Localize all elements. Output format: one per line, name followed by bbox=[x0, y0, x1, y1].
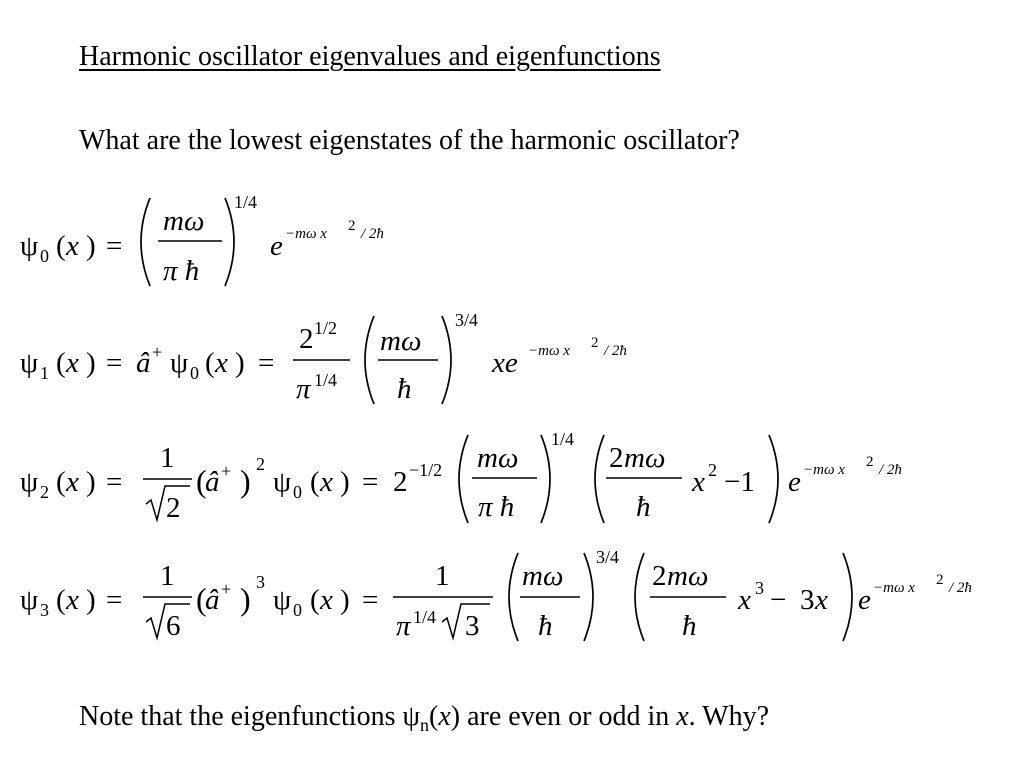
svg-text:mω: mω bbox=[522, 560, 564, 592]
svg-text:2: 2 bbox=[299, 323, 314, 355]
svg-text:(: ( bbox=[56, 347, 66, 379]
slide-title: Harmonic oscillator eigenvalues and eigenfunctions bbox=[79, 41, 661, 72]
svg-text:=: = bbox=[362, 466, 379, 498]
svg-text:1: 1 bbox=[160, 442, 175, 474]
svg-text:): ) bbox=[86, 230, 96, 262]
svg-text:): ) bbox=[86, 347, 96, 379]
svg-text:mω: mω bbox=[477, 442, 519, 474]
svg-text:1/4: 1/4 bbox=[314, 370, 338, 390]
equation-psi3 bbox=[20, 547, 972, 642]
svg-text:−mω x: −mω x bbox=[873, 580, 915, 596]
equation-psi0 bbox=[20, 192, 384, 287]
svg-text:x: x bbox=[66, 347, 79, 379]
svg-text:=: = bbox=[106, 466, 123, 498]
svg-text:x: x bbox=[66, 230, 79, 262]
svg-text:): ) bbox=[340, 584, 350, 616]
svg-text:e: e bbox=[788, 466, 801, 498]
svg-text:3: 3 bbox=[800, 584, 815, 616]
note-text bbox=[79, 700, 769, 734]
svg-text:ħ: ħ bbox=[397, 373, 412, 405]
svg-text:1/4: 1/4 bbox=[413, 607, 437, 627]
svg-text:=: = bbox=[106, 347, 123, 379]
svg-text:3: 3 bbox=[256, 572, 265, 592]
note-var: x bbox=[676, 701, 689, 732]
note-suffix: . Why? bbox=[688, 701, 770, 732]
svg-text:x: x bbox=[66, 584, 79, 616]
svg-text:2: 2 bbox=[256, 454, 265, 474]
svg-text:3: 3 bbox=[40, 600, 49, 620]
svg-text:ψ: ψ bbox=[20, 584, 39, 616]
svg-text:xe: xe bbox=[492, 347, 518, 379]
svg-text:−1: −1 bbox=[724, 466, 755, 498]
svg-text:2: 2 bbox=[708, 460, 717, 480]
svg-text:(: ( bbox=[196, 581, 207, 617]
svg-text:(: ( bbox=[205, 347, 215, 379]
svg-text:ħ: ħ bbox=[636, 491, 651, 523]
svg-text:x: x bbox=[215, 347, 228, 379]
svg-text:=: = bbox=[106, 584, 123, 616]
svg-text:mω: mω bbox=[624, 442, 666, 474]
svg-text:x: x bbox=[815, 584, 828, 616]
svg-text:mω: mω bbox=[163, 205, 205, 237]
svg-text:/ 2ħ: / 2ħ bbox=[604, 343, 627, 359]
svg-text:−mω x: −mω x bbox=[285, 226, 327, 242]
svg-text:2: 2 bbox=[348, 218, 356, 234]
svg-text:2: 2 bbox=[40, 482, 49, 502]
svg-text:+: + bbox=[221, 461, 232, 481]
svg-text:/ 2ħ: / 2ħ bbox=[879, 462, 902, 478]
note-arg-var: x bbox=[438, 701, 451, 732]
svg-text:mω: mω bbox=[380, 325, 422, 357]
svg-text:ħ: ħ bbox=[538, 610, 553, 642]
svg-text:2: 2 bbox=[393, 466, 408, 498]
svg-text:−: − bbox=[770, 584, 787, 616]
note-psi: ψ bbox=[402, 701, 420, 732]
svg-text:2: 2 bbox=[166, 492, 181, 524]
svg-text:2: 2 bbox=[591, 335, 599, 351]
svg-text:): ) bbox=[340, 466, 350, 498]
svg-text:mω: mω bbox=[667, 560, 709, 592]
svg-text:2: 2 bbox=[652, 560, 667, 592]
svg-text:(: ( bbox=[56, 466, 66, 498]
svg-text:0: 0 bbox=[40, 246, 49, 266]
svg-text:ħ: ħ bbox=[682, 610, 697, 642]
note-psi-subscript: n bbox=[420, 715, 429, 735]
svg-text:−mω x: −mω x bbox=[528, 343, 570, 359]
equation-psi1 bbox=[20, 310, 627, 405]
svg-text:x: x bbox=[692, 466, 705, 498]
svg-text:(: ( bbox=[310, 466, 320, 498]
equation-psi2 bbox=[20, 429, 902, 524]
note-prefix: Note that the eigenfunctions bbox=[79, 701, 403, 732]
svg-text:1/2: 1/2 bbox=[314, 318, 338, 338]
svg-text:(: ( bbox=[196, 463, 207, 499]
svg-text:): ) bbox=[240, 463, 251, 499]
svg-text:x: x bbox=[320, 584, 333, 616]
svg-text:ψ: ψ bbox=[273, 584, 292, 616]
svg-text:x: x bbox=[66, 466, 79, 498]
svg-text:3: 3 bbox=[755, 578, 764, 598]
svg-text:x: x bbox=[738, 584, 751, 616]
svg-text:π ħ: π ħ bbox=[478, 491, 515, 523]
svg-text:/ 2ħ: / 2ħ bbox=[361, 226, 384, 242]
svg-text:=: = bbox=[106, 230, 123, 262]
svg-text:0: 0 bbox=[293, 482, 302, 502]
svg-text:+: + bbox=[152, 342, 163, 362]
note-middle: are even or odd in bbox=[460, 701, 677, 732]
svg-text:ψ: ψ bbox=[170, 347, 189, 379]
svg-text:(: ( bbox=[56, 230, 66, 262]
svg-text:=: = bbox=[362, 584, 379, 616]
svg-text:): ) bbox=[235, 347, 245, 379]
svg-text:−1/2: −1/2 bbox=[409, 460, 443, 480]
svg-text:0: 0 bbox=[190, 363, 199, 383]
svg-text:â: â bbox=[205, 466, 220, 498]
svg-text:ψ: ψ bbox=[273, 466, 292, 498]
svg-text:â: â bbox=[205, 584, 220, 616]
svg-text:2: 2 bbox=[866, 454, 874, 470]
svg-text:(: ( bbox=[310, 584, 320, 616]
svg-text:2: 2 bbox=[936, 572, 944, 588]
svg-text:−mω x: −mω x bbox=[803, 462, 845, 478]
svg-text:1/4: 1/4 bbox=[234, 192, 258, 212]
svg-text:ψ: ψ bbox=[20, 466, 39, 498]
svg-text:π: π bbox=[296, 373, 311, 405]
note-arg-open: ( bbox=[429, 701, 439, 732]
svg-text:2: 2 bbox=[609, 442, 624, 474]
svg-text:=: = bbox=[258, 347, 275, 379]
svg-text:1: 1 bbox=[435, 560, 450, 592]
svg-text:1: 1 bbox=[160, 560, 175, 592]
svg-text:): ) bbox=[240, 581, 251, 617]
svg-text:0: 0 bbox=[293, 600, 302, 620]
svg-text:3/4: 3/4 bbox=[596, 547, 620, 567]
note-arg-close: ) bbox=[450, 701, 461, 732]
svg-text:â: â bbox=[136, 347, 151, 379]
svg-text:/ 2ħ: / 2ħ bbox=[949, 580, 972, 596]
svg-text:ψ: ψ bbox=[20, 347, 39, 379]
svg-text:(: ( bbox=[56, 584, 66, 616]
svg-text:6: 6 bbox=[166, 610, 181, 642]
svg-text:e: e bbox=[270, 230, 283, 262]
question-text: What are the lowest eigenstates of the harmonic oscillator? bbox=[79, 125, 740, 156]
svg-text:+: + bbox=[221, 579, 232, 599]
svg-text:ψ: ψ bbox=[20, 230, 39, 262]
svg-text:π ħ: π ħ bbox=[163, 255, 200, 287]
svg-text:): ) bbox=[86, 466, 96, 498]
svg-text:e: e bbox=[858, 584, 871, 616]
svg-text:π: π bbox=[396, 610, 411, 642]
svg-text:1: 1 bbox=[40, 363, 49, 383]
svg-text:3: 3 bbox=[465, 610, 480, 642]
svg-text:1/4: 1/4 bbox=[551, 429, 575, 449]
svg-text:): ) bbox=[86, 584, 96, 616]
svg-text:3/4: 3/4 bbox=[455, 310, 479, 330]
svg-text:x: x bbox=[320, 466, 333, 498]
